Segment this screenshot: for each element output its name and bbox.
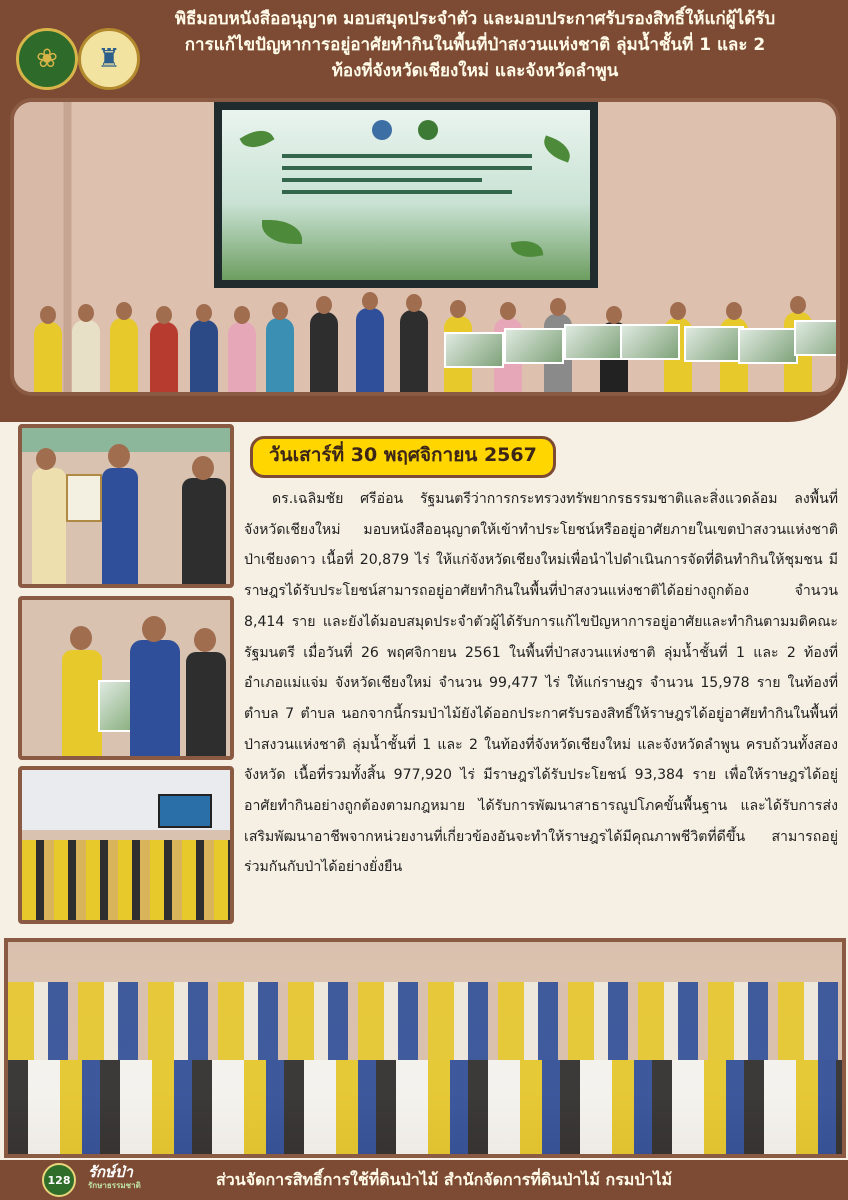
group-photo-ceremony bbox=[10, 98, 840, 396]
rakpa-logo bbox=[88, 1163, 172, 1195]
audience-hall-photo bbox=[18, 766, 234, 924]
article-body bbox=[244, 484, 838, 883]
rakpa-logo-text: รักษ์ป่า bbox=[88, 1163, 133, 1181]
title-line-2: การแก้ไขปัญหาการอยู่อาศัยทำกินในพื้นที่ป่าสงวนแห่งชาติ ลุ่มน้ำชั้นที่ 1 และ 2 bbox=[184, 35, 766, 55]
forest-department-logo-icon: ❀ bbox=[16, 28, 78, 90]
article-body-text: ดร.เฉลิมชัย ศรีอ่อน รัฐมนตรีว่าการกระทรวงทรัพยากรธรรมชาติและสิ่งแวดล้อม ลงพื้นที่จังหวัดเชียงใหม่ มอบหนังสืออนุญาตให้เข้าทำประโยชน์หรืออยู่อาศัยภายในเขตป่าสงวนแห่งชาติ ป่าเชียงดาว เนื้อที่ 20,879 ไร่ ให้แก่จังหวัดเชียงใหม่เพื่อนำไปดำเนินการจัดที่ดินทำกินให้ชุมชน มีราษฎรได้รับประโยชน์สามารถอยู่อาศัยทำกินในพื้นที่ป่าสงวนแห่งชาติได้อย่างถูกต้อง จำนวน 8,414 ราย และยังได้มอบสมุดประจำตัวผู้ได้รับการแก้ไขปัญหาการอยู่อาศัยและทำกินตามมติคณะรัฐมนตรี เมื่อวันที่ 26 พฤศจิกายน 2561 ในพื้นที่ป่าสงวนแห่งชาติ ลุ่มน้ำชั้นที่ 1 และ 2 ท้องที่อำเภอแม่แจ่ม จังหวัดเชียงใหม่ จำนวน 99,477 ไร่ ให้แก่ราษฎร จำนวน 15,978 ราย ในท้องที่ตำบล 7 ตำบล นอกจากนี้กรมป่าไม้ยังได้ออกประกาศรับรองสิทธิ์ให้ราษฎรได้อยู่อาศัยทำกินในพื้นที่ป่าสงวนแห่งชาติ ลุ่มน้ำชั้นที่ 1 และ 2 ในท้องที่จังหวัดเชียงใหม่ และจังหวัดลำพูน ครบถ้วนทั้งสองจังหวัด เนื้อที่รวมทั้งสิ้น 977,920 ไร่ มีราษฎรได้รับประโยชน์ 93,384 ราย เพื่อให้ราษฎรได้อยู่อาศัยทำกินอย่างถูกต้องตามกฎหมาย ได้รับการพัฒนาสาธารณูปโภคขั้นพื้นฐาน และได้รับการส่งเสริมพัฒนาอาชีพจากหน่วยงานที่เกี่ยวข้องอันจะทำให้ราษฎรได้มีคุณภาพชีวิตที่ดีขึ้น สามารถอยู่ร่วมกันกับป่าได้อย่างยั่งยืน bbox=[244, 491, 838, 876]
handover-book-photo bbox=[18, 596, 234, 760]
page-title bbox=[110, 6, 840, 84]
handover-certificate-photo bbox=[18, 424, 234, 588]
stage-screen bbox=[214, 102, 598, 288]
recipients-group-photo bbox=[4, 938, 846, 1158]
title-line-3: ท้องที่จังหวัดเชียงใหม่ และจังหวัดลำพูน bbox=[331, 61, 619, 81]
date-label: วันเสาร์ที่ 30 พฤศจิกายน 2567 bbox=[250, 436, 556, 478]
ministry-emblem-icon: ♜ bbox=[78, 28, 140, 90]
rakpa-logo-subtext: รักษาธรรมชาติ bbox=[88, 1181, 141, 1190]
anniversary-badge-icon: 128 bbox=[42, 1163, 76, 1197]
footer-organization: ส่วนจัดการสิทธิ์การใช้ที่ดินป่าไม้ สำนักจัดการที่ดินป่าไม้ กรมป่าไม้ bbox=[216, 1170, 673, 1189]
title-line-1: พิธีมอบหนังสืออนุญาต มอบสมุดประจำตัว และมอบประกาศรับรองสิทธิ์ให้แก่ผู้ได้รับ bbox=[174, 9, 776, 29]
